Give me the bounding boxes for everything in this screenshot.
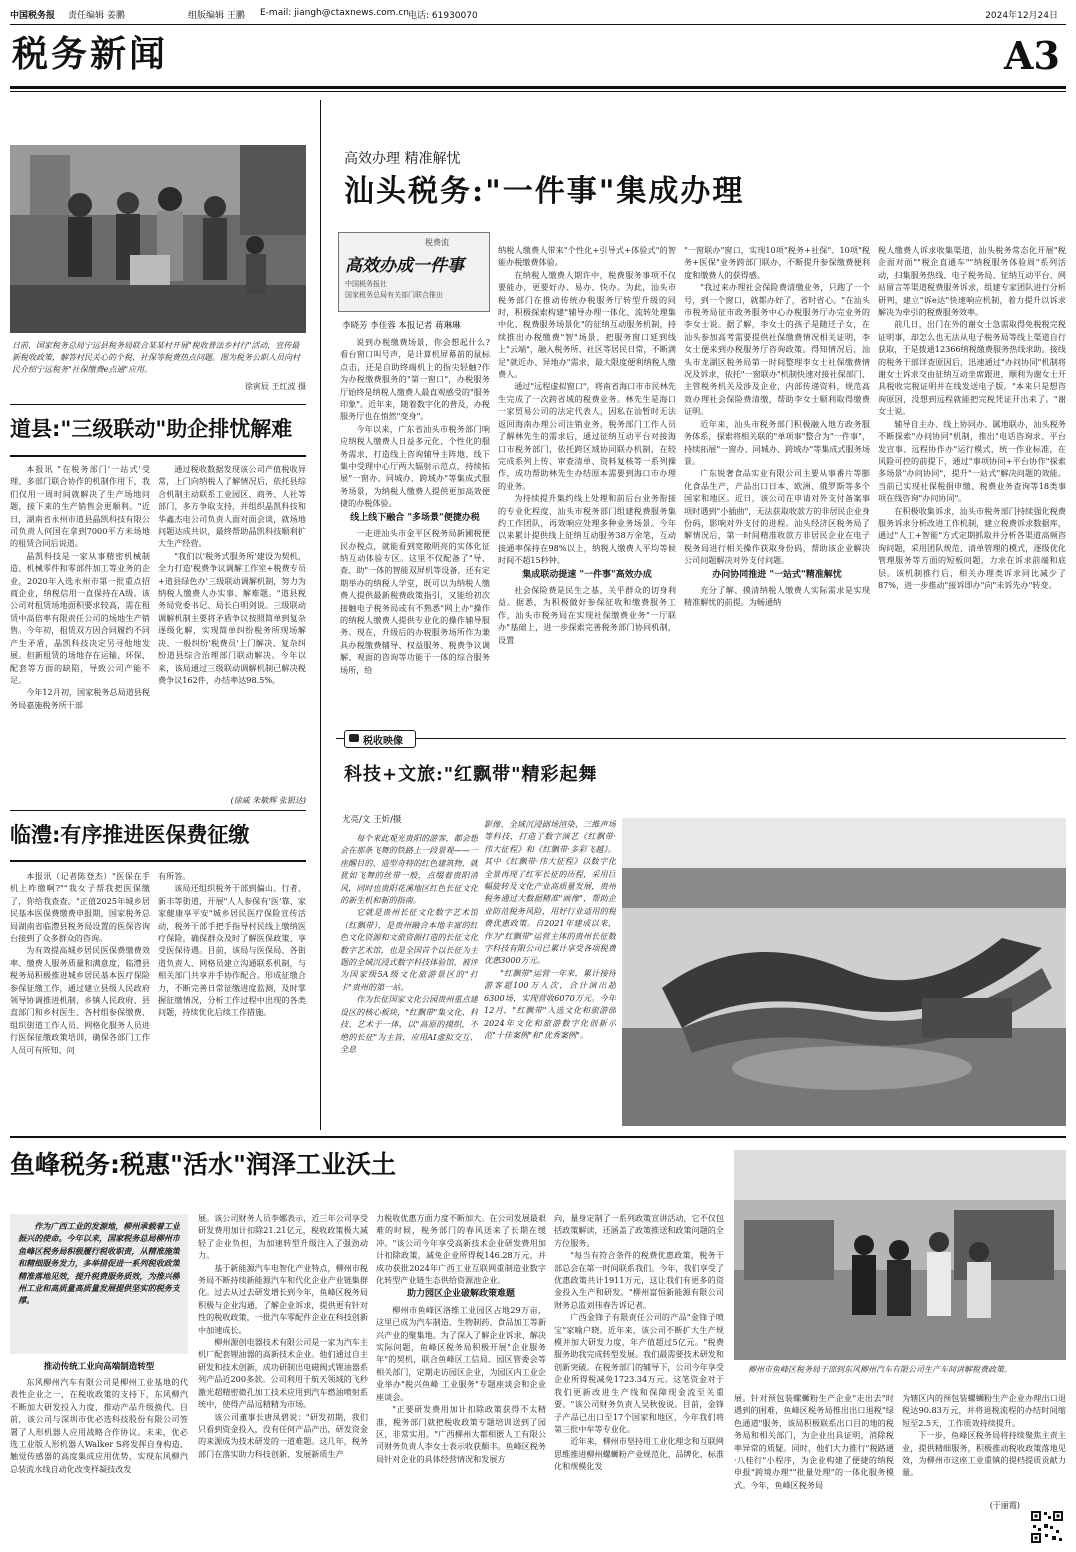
badge-small-label: 税费流 bbox=[425, 238, 449, 247]
paragraph: 东风柳州汽车有限公司是柳州工业基地的代表性企业之一，在税收政策的支持下，东风柳汽不断加大研发投入力度，推动产品升级换代。目前，该公司与深圳市优必选科技股份有限公司签署了人形机器人应用战略合作协议。未来，优必选工业版人形机器人Walker S将发挥自身构造、触觉传感器的高度集成应用优势，实现东风柳汽总装流水线自动化改变样凝技改发 bbox=[10, 1377, 188, 1474]
photo1-credit: 徐寅辰 王红波 摄 bbox=[244, 382, 306, 391]
paragraph: 柳州源创电器技术有限公司是一家为汽车主机厂配套锂油器的高新技术企业。他们通过自主研发和技术创新，成功研制出电磁阀式锂油器系列产品近200多款。公司利用于航天领域的飞秒激光超精密微孔加工技术应用到汽车燃油喷射系统中，使得产品远精精为市场。 bbox=[198, 1337, 368, 1410]
factory-photo-caption: 柳州市鱼峰区税务局干部到东风柳州汽车有限公司生产车间讲解税费政策。 bbox=[748, 1365, 1012, 1374]
paragraph: 说到办税缴费场景，你会想起什么?看台窗口叫号声，是计算机屏幕前的鼠标点击，还是自助终端机上的指尖轻触?作为办税缴费服务的"第一窗口"，办税服务厅始终是纳税人缴费人最直观感受的"服务印象"。近年来，随着数字化的普及，办税服务厅也在悄然"变身"。 bbox=[340, 337, 490, 422]
yufeng-lead-box bbox=[10, 1214, 188, 1354]
column-divider bbox=[320, 100, 321, 1130]
daoxian-credit: (徐威 朱敏辉 张银达) bbox=[230, 796, 306, 805]
daoxian-column-2 bbox=[158, 463, 306, 793]
page-number: A3 bbox=[1004, 33, 1060, 78]
paragraph: 为持续提升集约线上处理和前后台业务衔接的专业化程度，汕头市税务部门组建税费服务集约工作团队，再效响应处理多种业务场景。今年以来累计提供线上征纳互动服务38万余笔，互动接通率保持在98%以上，纳税人缴费人平均等候时间不超15秒钟。 bbox=[498, 493, 676, 566]
section-rule bbox=[10, 86, 1066, 89]
paragraph: 向，量身定制了一系列政策宣讲活动，它不仅包括政策解读，还涵盖了政策推送和政策问题的全方位服务。 bbox=[554, 1213, 724, 1248]
yufeng-subhead-1: 推动传统工业向高端制造转型 bbox=[43, 1362, 155, 1372]
paragraph: 每个来此观光贵阳的游客，都会想会在那条飞舞的铁路上一段景观——一座醒目的、造型奇特的红色建筑物，就犹如飞舞的丝带一般，点缀着贵阳清风，同时也贵阳花溪地区红色长征文化的新生机和新的指南。 bbox=[340, 833, 478, 906]
editor-credit: 责任编辑 姜鹏 bbox=[68, 11, 125, 21]
red-ribbon-museum-photo bbox=[622, 818, 1066, 1126]
paragraph: "我过来办理社会保险费清缴业务，只跑了一个号，到一个窗口，就都办好了，省时省心。"在汕头市税务局征市政务服务中心办税服务厅办完业务的李女士说。据了解，李女士的孩子是随迁子女，在汕头参加高考需要提供社保缴费情况相关证明，李女士便来到办税服务厅咨询政策。得知情况后，汕头市龙湖区税务局第一时间整理李女士社保缴费情况及诉求，依托"一窗联办"机制快速对接社保部门、主管税务机关及涉及企业，内部传递资料，规范高效办理社会保险费清缴，帮助李女士顺利取得缴费证明。 bbox=[684, 282, 870, 417]
photo-feature-byline: 尤亮/文 王炘/摄 bbox=[342, 815, 402, 825]
rule-bottom bbox=[10, 1136, 1066, 1138]
paragraph: 基于新能源汽车电智化产业特点，柳州市税务局不断持续新能源汽车和代化企业产业链集群化。过去从过去研发增长到今年，鱼峰区税务局积极与企业沟通，了解企业诉求，提供更有针对性的税收政策，一批汽车零配件企业在科技创新中加速成长。 bbox=[198, 1262, 368, 1335]
linli-column-2 bbox=[158, 870, 306, 1130]
paragraph: 作为广西工业的发源地，柳州承载着工业振兴的使命。今年以来，国家税务总局柳州市鱼峰区税务局积极履行税收职责，从精准施策和精细服务发力，多举措促进一系列税收政策精准落地见效，提升税费服务质效，为推兴柳州工业和高质量高质量发展提供坚实的税务支撑。 bbox=[18, 1221, 180, 1306]
paragraph: 近年来，汕头市税务部门积极融入地方政务服务体系，探索将相关联的"单项事"整合为"一件事"，持续拓展"一窗办、同城办、跨域办"等集成式服务场景。 bbox=[684, 418, 870, 466]
shantou-column-2 bbox=[498, 244, 676, 740]
photo1-caption: 日前，国家税务总局宁远县税务局联合某某村开展"税收普法乡村行"活动，宣传最新税收政策，解答村民关心的个税、社保等税费热点问题。图为税务公职人员向村民介绍宁远税务"社保缴费e点通"应用。 bbox=[12, 341, 300, 374]
paragraph: 展。针对预包装螺蛳粉生产企业"走出去"时遇到的困难，鱼峰区税务局推出出口退税"绿色通道"服务，该局积极联系出口目的地的税务局和相关部门，为企业出具证明，消除税率异常的质疑。同时，他们大力推行"税路通·八桂行"小程序，为企业构建了便捷的纳税申报"跨境办理""批量处理"的一体化服务模式。今年，鱼峰区税务局 bbox=[734, 1393, 894, 1490]
badge-line-2: 国家税务总局有关部门联合推出 bbox=[345, 291, 443, 299]
paragraph: 本报讯 "在税务部门'一站式'受理、多部门联合协作的机制作用下，我们仅用一周时间就解决了生产场地问题，接下来的生产销售会更顺利。"近日，湖南省永州市道县晶凯科技有限公司负责人何国在拿到7000平方米场地的租赁合同后说道。 bbox=[10, 464, 150, 549]
paragraph: 通过"远程虚拟窗口"，将南省海口市市民林先生完成了一次跨省域的税费业务。林先生是海口一家贸易公司的法定代表人，因私在汕暂时无法返回海南办理公司注销业务，税务部门工作人员了解林先生的需求后，通过征纳互动平台对接海口市税务部门，依托跨区域协同联办机制，在较完成系列上传、审查清单、资料复核等一系列操作，成功帮助林先生办结原本需要到海口市办理的业务。 bbox=[498, 381, 676, 491]
paragraph: 今年以来，广东省汕头市税务部门响应纳税人缴费人日益多元化、个性化的服务需求，打造线上咨询辅导主阵地、线下集中受理中心厅两大辐射示范点，持续拓展"一窗办、同城办、跨域办"等集成式服务场景，为纳税人缴费人提供更加高效便捷的办税体验。 bbox=[340, 423, 490, 509]
section-title: 税务新闻 bbox=[12, 33, 169, 75]
phone-number: 电话: 61930070 bbox=[408, 11, 478, 21]
paragraph: 本报讯（记者陈登杰）"医保在手机上咋缴啊?""我女子帮我把医保缴了，你给我查查。"正值2025年城乡居民基本医保费缴费申报期，国家税务总局湖南省临澧县税务局设置的医保咨询台接到了众多群众的咨询。 bbox=[10, 871, 150, 944]
shantou-subhead-3: 办问协同推进 "一站式"精准解忧 bbox=[712, 569, 842, 580]
paper-name: 中国税务报 bbox=[10, 11, 56, 21]
paragraph: 力税收优惠方面力度不断加大。在公司发展最艰难的时候，税务部门的春风送来了长期在缓冲。"该公司今年享受高新技术企业研发费用加计扣除政策，减免企业所得税146.28万元，并成功获批2024年广西工业互联网重制造业数字化转型产业链生态供给资源池企业。 bbox=[376, 1213, 546, 1286]
paragraph: 下一步，鱼峰区税务局将持续聚焦主责主业，提供精细服务，积极推动税收政策落地见效，为柳州市这座工业重镇的提档提质贡献力量。 bbox=[902, 1430, 1066, 1478]
rule-left-1 bbox=[10, 404, 306, 405]
issue-date: 2024年12月24日 bbox=[985, 11, 1058, 21]
paragraph: 在纳税人缴费人期许中，税费服务事项不仅要能办，更要好办、易办、快办。为此，汕头市税务部门在推动传统办税服务厅转型升级的同时，积极探索构建"辅导办理一体化、流转处理集中化、税费服务场景化"的征纳互动服务机制，持续推出办税缴费"智"场景，把服务窗口延到线上"云端"，融入税务所、社区等居民日常，不断满足"就近办、异地办"需求，最大限度便利纳税人缴费人。 bbox=[498, 269, 676, 380]
badge-line-1: 中国税务报社 bbox=[345, 280, 387, 288]
linli-underline bbox=[10, 860, 306, 862]
paragraph: 一走进汕头市金平区税务局新圃税便民办税点，就能看到宽敞明亮的实体化征纳互动体验专区。这里不仅配备了"导、查、助"一体的智能双屏机等设备，还有定期举办的纳税人学堂，既可以为纳税人缴费人提供最新税费政策指引，又能给初次接触电子税务局或有不熟悉"网上办"操作的纳税人缴费人提供专业化的操作辅导服务。现在，升级后的办税服务场所作为兼具办税缴费辅导、权益服务、税费争议调解、观面的咨询等功能于一体的综合服务场所，给 bbox=[340, 528, 490, 675]
series-badge bbox=[338, 232, 490, 312]
qr-code[interactable] bbox=[1030, 1510, 1064, 1544]
shantou-subhead-1: 线上线下融合 "多场景"便捷办税 bbox=[350, 512, 480, 523]
paragraph: 为辖区内的预包装螺蛳粉生产企业办理出口退税达90.83万元，并将退税流程的办结时间缩短至2.5天，工作质效持续提升。 bbox=[902, 1393, 1066, 1428]
paragraph: 广东锐奢食品实业有限公司主要从事番片等膨化食品生产，产品出口日本、欧洲、俄罗斯等多个国家和地区。近日，该公司在申请对外支付备案事项时遇到"小插曲"，无法获取收款方的非居民企业身份码，影响对外支付的进程。汕头经济区税务局了解情况后，第一时间精准收款方非居民企业在电子税务局进行相关操作获取身份码，帮助该企业解决公司问题解决对外支付问题。 bbox=[684, 468, 870, 566]
paragraph: 充分了解、摸清纳税人缴费人实际需求是实现精准解忧的前提。为畅通纳 bbox=[684, 584, 870, 608]
paragraph: "一窗联办"窗口，实现10项"税务+社保"、10项"税务+医保"业务跨部门联办，不断提升参保缴费便利度和缴费人的获得感。 bbox=[684, 245, 870, 280]
masthead-bar bbox=[10, 4, 1066, 26]
camera-icon bbox=[349, 734, 359, 742]
paragraph: 该局还组织税务干部到偏山、行者、新丰等街道，开展"人人参保有'医'靠、家家健康享平安"城乡居民医疗保险宣传活动，税务干部手把手指导村民线上缴纳医疗保险，确保群众及时了解医保政策、享受医保待遇。目前，该局与医保局、各街道负责人、网格员建立沟通联系机制，与相关部门共享并手协作配合。形成征缴合力，不断完善日常征缴进度监测，及时掌握征缴情况，分析工作过程中出现的各类问题，持续优化后续工作措施。 bbox=[158, 883, 306, 1018]
factory-workshop-photo bbox=[734, 1150, 1066, 1360]
paragraph: 在积极收集诉求，汕头市税务部门持续强化税费服务诉求分析改进工作机制，建立税费诉求数据库，通过"人工+智能"方式定期抓取并分析各渠道高频咨询问题，采用团队规范、清单管理的模式，逐级优化管理服务等方面的短板问题，力求在诉求前端和底层。该机制推行后，相关办理类诉求同比减少了87%，进一步推动"接诉即办"向"未诉先办"转变。 bbox=[878, 505, 1066, 590]
photo-feature-headline: 科技+文旅:"红飘带"精彩起舞 bbox=[344, 764, 598, 785]
section-rule-thin bbox=[10, 91, 1066, 92]
yufeng-column-6 bbox=[902, 1392, 1066, 1512]
paragraph: 晶凯科技是一家从事精密机械制造、机械零件和零部件加工等业务的企业，2020年入选永州市第一批重点招商企业，纳税信用一直保持在A级。该公司对租赁场地面积要求较高，需在租赁中高倍率有限责任公司的场地生产销售。今年初，租赁双方因合同履约不同产生矛盾，晶凯科技决定另寻他地发展。但新租赁的场地存在运输、环保、配套等方面的缺陷，导致公司产能不足。 bbox=[10, 550, 150, 685]
daoxian-headline: 道县:"三级联动"助企排忧解难 bbox=[10, 417, 293, 441]
paragraph: 辅导自主办、线上协同办、属地联办，汕头税务不断探索"办问协同"机制，推出"电话咨询求、平台发宣事、远程协作办"运行模式，统一作业标准，在风险可控的前提下，通过"事项协同+平台协作"探索多场景"办问协同"，提升"一站式"解决问题的效能。当前已实现社保税捐申缴、税费业务查询等18类事项在线咨询"办问协同"。 bbox=[878, 418, 1066, 504]
shantou-headline: 汕头税务:"一件事"集成办理 bbox=[344, 174, 745, 209]
linli-headline: 临澧:有序推进医保费征缴 bbox=[10, 823, 250, 847]
yufeng-column-1 bbox=[10, 1376, 188, 1544]
paragraph: 影像、全域沉浸剧场渲染、三维声场等科技，打造了数字演艺《红飘带·伟大征程》和《红飘带·多彩飞越》。其中《红飘带·伟大征程》以数字化全景再现了红军长征的历程，采用巨幅旋转及文化产业高质量发展，贵州税务通过大数据精准"画像"，帮助企业防范税务风险，用好行业适用的税费优惠政策。自2021年建成以来，作为"红飘带"运营主体的贵州长征数字科技有限公司已累计享受各项税费优惠3000万元。 bbox=[484, 819, 616, 966]
yufeng-column-2 bbox=[198, 1212, 368, 1544]
photo-column-label: 税收映像 bbox=[363, 736, 403, 747]
paragraph: 作为长征国家文化公园贵州重点建设区的核心板块，"红飘带"集文化、科技、艺术于一体，以"高原的摸织，不绝的长征"为主旨，应用AI虚拟交互、全息 bbox=[340, 994, 478, 1054]
paragraph: 通过税收数据发现该公司产值税收异常，上门向纳税人了解情况后，依托县综合机制主动联系工业园区、商务、人社等部门，多方争取支持，并组织晶凯科技和华鑫杰电公司负责人面对面会谈，就场地问题达成共识，最终帮助晶凯科技顺利扩大生产经营。 bbox=[158, 464, 306, 549]
shantou-byline: 李晓芳 李佳蓉 本报记者 蒋琳琳 bbox=[342, 321, 461, 331]
paragraph: 今年12月初，国家税务总局道县税务局嘉施税务所干部 bbox=[10, 687, 150, 710]
tax-education-photo bbox=[10, 145, 306, 333]
paragraph: 社会保险费是民生之基，关乎群众的切身利益。据悉，为积极做好参保征收和缴费服务工作，汕头市税务局在实现社保缴费业务"一厅联办"基础上，进一步探索完善税务部门协同机制，设置 bbox=[498, 584, 676, 645]
yufeng-column-5 bbox=[734, 1392, 894, 1544]
yufeng-column-3 bbox=[376, 1212, 546, 1544]
paragraph: 柳州市鱼峰区洛维工业园区占地29万亩，这里已成为汽车制造、生物制药、食品加工等新兴产业的聚集地。为了深入了解企业诉求、解决实际问题，鱼峰区税务局积极开展"企业服务年"的契机，联合鱼峰区工信局、园区管委会等相关部门，定期走访园区企业，为园区内工业企业举办"税兴鱼峰 工业服务"专题座谈会和企业座谈会。 bbox=[376, 1304, 546, 1402]
paragraph: 为有效提高城乡居民医保费缴费效率、缴费人服务质量和满意度，临澧县税务局积极推进城乡居民基本医疗保险参保征缴工作，通过建立县级人民政府领导协调推进机制、乡镇人民政府、县直部门和乡村医生、各村组参保缴费、组织街道工作人员、网格化服务人员进行医保征缴政策培训，确保各部门工作人员可有所知、问 bbox=[10, 945, 150, 1055]
photo-feature-column-1 bbox=[340, 832, 478, 1124]
yufeng-subhead-2: 助力园区企业破解政策难题 bbox=[406, 1289, 515, 1300]
yufeng-lead bbox=[18, 1220, 180, 1350]
layout-credit: 组版编辑 王鹏 bbox=[188, 11, 245, 21]
paragraph: 税人缴费人诉求收集渠道，汕头税务常态化开展"税企面对面""税企直通车""纳税服务体验周"系列活动，扫集服务热线、电子税务局、征纳互动平台、网站留言等渠道税费服务诉求，组建专家团队进行分析研判，建立"诉e达"快速响应机制，着力提升以诉求解决为牵引的税费服务效率。 bbox=[878, 245, 1066, 318]
daoxian-column-1 bbox=[10, 463, 150, 805]
paragraph: "正要研发费用加计扣除政策获得不太精准，税务部门就把税收政策专题培训送到了园区，非常实用。"广西柳州大都相匿人工有限公司财务负责人李女士表示收获颇丰。鱼峰区税务局针对企业的具体经营情况和发展方 bbox=[376, 1404, 546, 1464]
badge-main-label: 高效办成一件事 bbox=[345, 256, 464, 276]
paragraph: 近年来，柳州市坚持用工业化理念和互联网思维推进柳州螺蛳粉产业规范化、品牌化、标准化和规模化发 bbox=[554, 1436, 724, 1472]
daoxian-underline bbox=[10, 455, 306, 457]
linli-column-1 bbox=[10, 870, 150, 1130]
paragraph: 它就是贵州长征文化数字艺术馆（红飘带），是贵州融合本地丰富的红色文化资源和文旅资源打造的长征文化数字艺术馆，也是全国首个以长征为主题的全域沉浸式数字科技体验馆，被评为国家级5A级文化旅游景区的"打卡"贵州的第一站。 bbox=[340, 907, 478, 992]
paragraph: "红飘带"运营一年来，累计接待游客超100万人次，合计演出超6300场，实现营收6070万元。今年12月，"红飘带"入选文化和旅游部2024年文化和旅游数字化创新示范"十佳案例"和"优秀案例"。 bbox=[484, 967, 616, 1040]
paragraph: 有所答。 bbox=[158, 871, 191, 881]
yufeng-column-4 bbox=[554, 1212, 724, 1544]
shantou-subhead-2: 集成联动提速 "一件事"高效办成 bbox=[522, 569, 652, 580]
rule-left-2 bbox=[10, 810, 306, 811]
paragraph: 纳税人缴费人带来"个性化+引导式+体验式"的智能办税缴费体验。 bbox=[498, 245, 676, 268]
paragraph: 前几日，出门在外的谢女士急需取得免税税完税证明事，却怎么也无法从电子税务局等线上渠道自行获取，于是拨通12366纳税缴费服务热线求助。接线的税务干部详查原因后，迅速通过"办问协同"机制将谢女士诉求交由征纳互动坐席跟进，顺利为谢女士开具税收完税证明并在线发送电子版。"本来只是想咨询原因，没想到远程就能把完税凭证开出来了。"谢女士说。 bbox=[878, 319, 1066, 417]
paragraph: 该公司董事长唐凤碧说："研发初期，我们只看到资金投入，没有任何产品产出，研发资金的来源成为技术研发的一道难题。这几年，税务部门在落实助力科技创新、发展新质生产 bbox=[198, 1411, 368, 1459]
shantou-kicker: 高效办理 精准解忧 bbox=[344, 151, 461, 167]
paragraph: 广西金锋子有限责任公司的产品"金锋子喷宝"家喻户晓。近年来，该公司不断扩大生产规模并加大研发力度，年产值超过5亿元。"税费服务助我完成转型发展。我们最需要技术研发和创新突破。在税务部门的辅导下，公司今年享受企业所得税减免1723.34万元。这笔资金对于我们更新改进生产线和保障现金流至关重要。"该公司财务负责人吴秋俊说。目前，金锋子产品已出口至17个国家和地区，今年我们将第三批中牟等专业化。 bbox=[554, 1312, 724, 1434]
email-address: E-mail: jiangh@ctaxnews.com.cn bbox=[260, 8, 409, 18]
shantou-column-1 bbox=[340, 336, 490, 740]
rule-right-1 bbox=[336, 738, 1066, 739]
masthead-rule bbox=[10, 24, 1066, 25]
photo-feature-column-2 bbox=[484, 818, 616, 1124]
yufeng-credit: (于丽霞) bbox=[989, 1501, 1020, 1510]
shantou-column-3 bbox=[684, 244, 870, 740]
paragraph: "每当有符合条件的税费优惠政策，税务干部总会在第一时间联系我们。今年，我们享受了优惠政策共计1911万元，这让我们有更多的资金投入生产和研发。"柳州富恒新能源有限公司财务总监刘伟春告诉记者。 bbox=[554, 1250, 724, 1310]
shantou-column-4 bbox=[878, 244, 1066, 740]
photo-column-badge bbox=[344, 730, 416, 748]
yufeng-headline: 鱼峰税务:税惠"活水"润泽工业沃土 bbox=[10, 1150, 397, 1179]
paragraph: 展。该公司财务人员李娜表示，近三年公司享受研发费用加计扣除21.21亿元，税收政策极大减轻了企业负担，为加速转型升级注入了强劲动力。 bbox=[198, 1213, 368, 1261]
paragraph: "我们以'税务式服务所'建设为契机，全力打造'税费争议调解工作室+税费专员+道县绿色办'三级联动调解机制，努力为纳税人缴费人办实事、解难题。"道县税务局党委书记、局长白明剑说。三级联动调解机制主要将矛盾争议按照简单到复杂逐级化解，实现简单纠纷税务所现场解决、一般纠纷'税费员'上门解决、复杂纠纷道县综合治理部门联动解决。今年以来，该局通过三级联动调解机制已解决税费争议162件，办结率达98.5%。 bbox=[158, 550, 306, 685]
